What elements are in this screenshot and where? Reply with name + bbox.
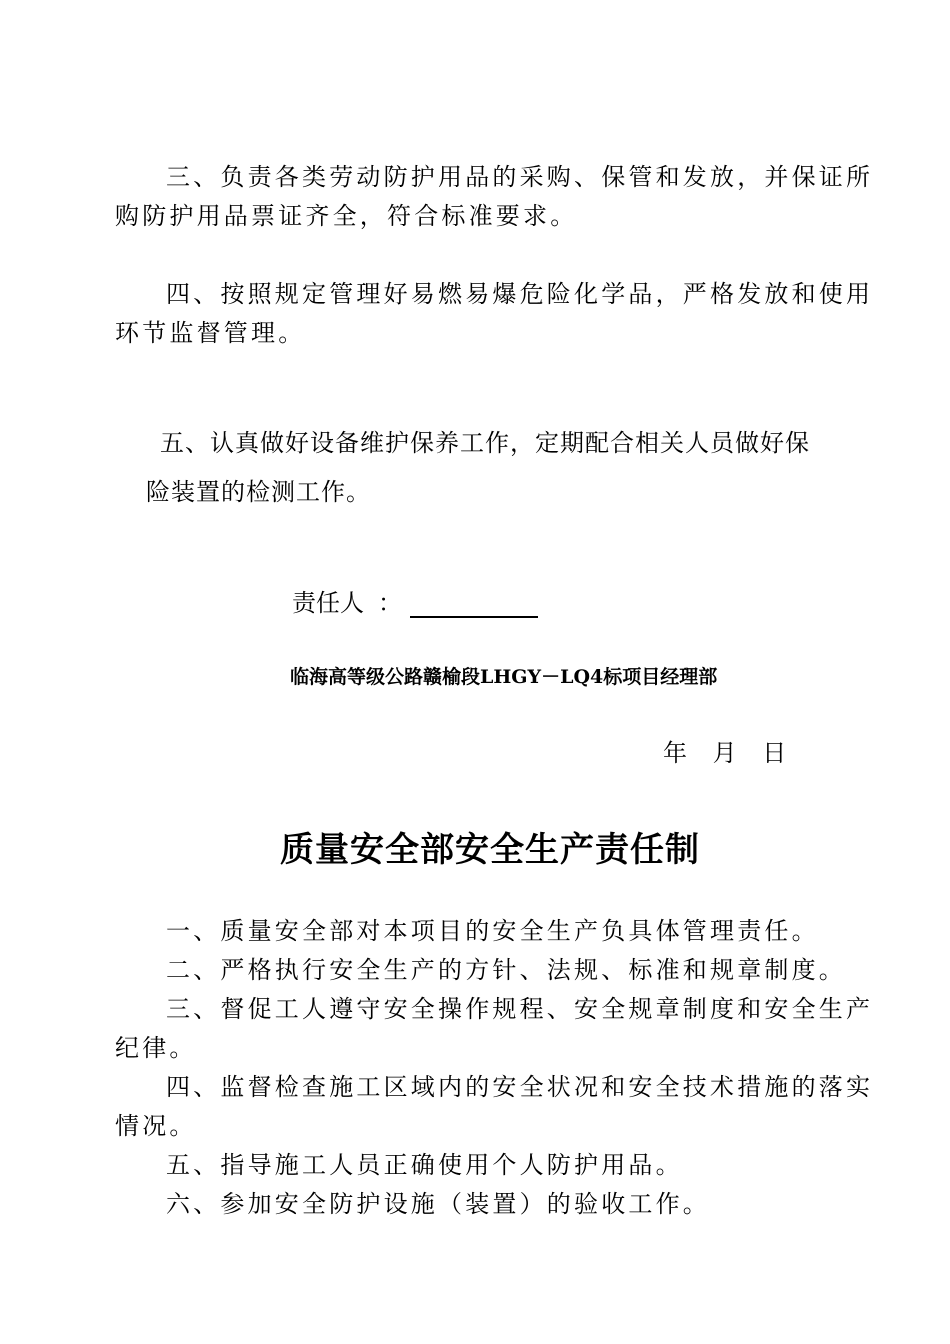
item4-line2: 环节监督管理。 <box>115 319 306 347</box>
responsible-person-label: 责任人 <box>292 589 364 617</box>
item3-line2: 购防护用品票证齐全，符合标准要求。 <box>115 202 578 230</box>
organization-name: 临海高等级公路赣榆段LHGY－LQ4标项目经理部 <box>290 666 718 688</box>
item5-line1: 五、认真做好设备维护保养工作，定期配合相关人员做好保 <box>160 429 810 457</box>
item3-line1: 三、负责各类劳动防护用品的采购、保管和发放，并保证所 <box>166 163 874 191</box>
section2-item2: 二、严格执行安全生产的方针、法规、标准和规章制度。 <box>166 956 846 984</box>
section-title: 质量安全部安全生产责任制 <box>280 830 700 870</box>
section2-item3-line1: 三、督促工人遵守安全操作规程、安全规章制度和安全生产 <box>166 995 874 1023</box>
section2-item1: 一、质量安全部对本项目的安全生产负具体管理责任。 <box>166 917 819 945</box>
responsible-person-row <box>292 588 538 618</box>
date-line: 年 月 日 <box>663 739 787 767</box>
section2-item5: 五、指导施工人员正确使用个人防护用品。 <box>166 1151 683 1179</box>
section2-item4-line2: 情况。 <box>115 1112 197 1140</box>
item5-line2: 险装置的检测工作。 <box>146 478 371 506</box>
responsible-person-colon: ： <box>378 589 402 617</box>
section2-item3-line2: 纪律。 <box>115 1034 197 1062</box>
section2-item6: 六、参加安全防护设施（装置）的验收工作。 <box>166 1190 710 1218</box>
section2-item4-line1: 四、监督检查施工区域内的安全状况和安全技术措施的落实 <box>166 1073 874 1101</box>
item4-line1: 四、按照规定管理好易燃易爆危险化学品，严格发放和使用 <box>166 280 874 308</box>
signature-blank-line <box>410 592 538 618</box>
